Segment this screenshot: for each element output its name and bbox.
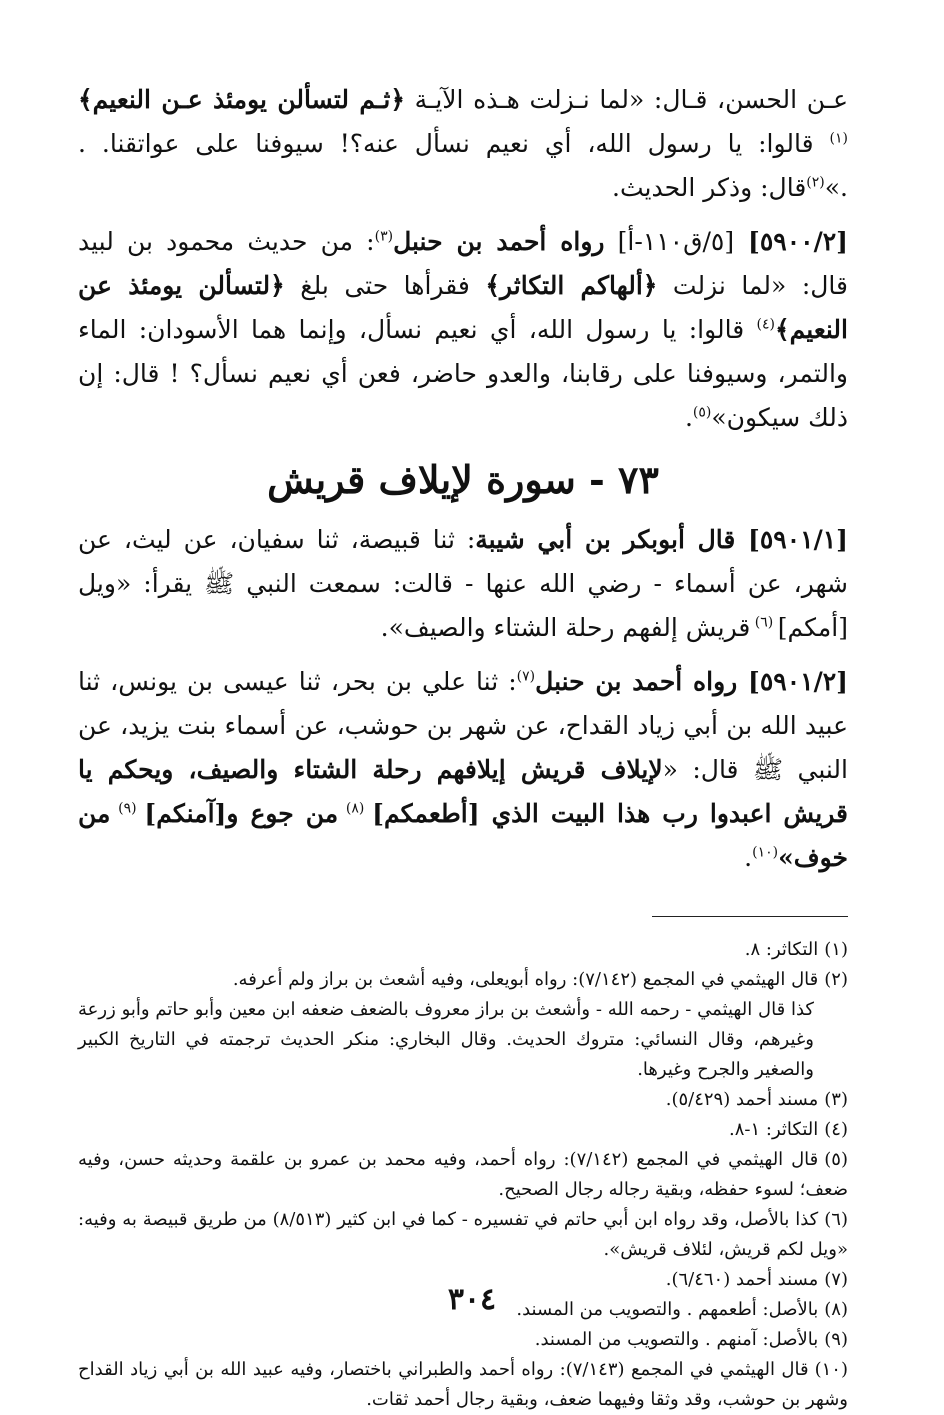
text-segment: . <box>684 403 693 432</box>
text-segment: قالوا: يا رسول الله، أي نعيم نسأل عنه؟! سيوفنا على عواتقنا. . .» <box>78 129 848 202</box>
footnote-divider <box>652 916 848 917</box>
footnote-text: مسند أحمد (٦/٤٦٠). <box>665 1269 819 1290</box>
text-segment: فقرأها حتى بلغ <box>284 271 486 300</box>
text-segment: قال: وذكر الحديث. <box>612 173 807 202</box>
text-segment: من جوع و[آمنكم] <box>144 799 339 828</box>
text-segment: من خوف» <box>78 799 848 872</box>
footnote-ref: (١٠) <box>752 844 779 861</box>
footnote-text: بالأصل: أطعمهم . والتصويب من المسند. <box>516 1299 819 1320</box>
footnote-ref: (١) <box>829 130 848 147</box>
footnote-ref: (٣) <box>374 228 394 245</box>
footnote-ref: (٧) <box>516 668 536 685</box>
footnote-ref: (٥) <box>692 404 712 421</box>
footnote-text: قال الهيثمي في المجمع (٧/١٤٢): رواه أحمد، وفيه محمد بن عمرو بن علقمة وحديثه حسن، وفيه ضعف؛ لسوء حفظه، وبقية رجاله رجال الصحيح. <box>78 1149 848 1200</box>
text-segment: : ثنا قبيصة، ثنا سفيان، عن ليث، عن شهر، عن أسماء - رضي الله عنها - قالت: سمعت النبي ﷺ يقرأ: «ويل [أمكم] <box>78 525 848 642</box>
footnote-number: (٥) <box>824 1149 848 1170</box>
footnote-item <box>78 1085 848 1115</box>
text-segment: [٥٩٠١/٢] رواه أحمد بن حنبل <box>535 667 848 696</box>
footnote-number: (٦) <box>824 1209 848 1230</box>
paragraph-hadith-5899-end <box>78 78 848 210</box>
footnote-ref: (٢) <box>806 174 825 191</box>
footnote-item <box>78 935 848 965</box>
footnote-text: مسند أحمد (٥/٤٢٩). <box>665 1089 819 1110</box>
footnote-item <box>78 1325 848 1355</box>
text-segment: عـن الحسن، قـال: «لما نـزلت هـذه الآيـة <box>405 85 849 114</box>
text-segment: [٥/ق١١٠-أ] <box>604 227 735 256</box>
footnote-text: قال الهيثمي في المجمع (٧/١٤٣): رواه أحمد والطبراني باختصار، وفيه عبيد الله بن أبي زياد القداح وشهر بن حوشب، وقد وثقا وفيهما ضعف، وبقية رجال أحمد ثقات. <box>78 1359 848 1410</box>
footnote-item <box>78 1145 848 1205</box>
paragraph-hadith-5901-1 <box>78 518 848 650</box>
text-segment: قالوا: يا رسول الله، أي نعيم نسأل، وإنما هما الأسودان: الماء والتمر، وسيوفنا على رقابنا، والعدو حاضر، فعن أي نعيم نسأل؟ ! قال: إن ذلك سيكون» <box>78 315 848 432</box>
footnote-ref: (٨) <box>338 800 373 817</box>
footnote-number: (١٠) <box>814 1359 848 1380</box>
paragraph-hadith-5900 <box>78 220 848 440</box>
footnote-continuation: كذا قال الهيثمي - رحمه الله - وأشعث بن براز معروف بالضعف ضعفه ابن معين وأبو حاتم وأبو زرعة وغيرهم، وقال النسائي: متروك الحديث. وقال البخاري: منكر الحديث ترجمته في التاريخ الكبير والصغير والجرح وغيرها. <box>78 999 814 1080</box>
footnote-number: (٩) <box>824 1329 848 1350</box>
footnote-item <box>78 1355 848 1415</box>
footnote-text: التكاثر: ١-٨. <box>729 1119 819 1140</box>
footnote-number: (٨) <box>824 1299 848 1320</box>
footnote-text: التكاثر: ٨. <box>744 939 819 960</box>
main-text <box>78 78 848 880</box>
footnote-number: (١) <box>824 939 848 960</box>
footnote-number: (٢) <box>824 969 848 990</box>
paragraph-hadith-5901-2 <box>78 660 848 880</box>
text-segment: : من حديث محمود بن لبيد قال: «لما نزلت <box>78 227 848 300</box>
text-segment: قريش إلفهم رحلة الشتاء والصيف». <box>380 613 751 642</box>
text-segment: ﴿لتسألن يومئذ عن النعيم﴾ <box>78 271 848 344</box>
footnote-item <box>78 965 848 1085</box>
footnote-ref: (٦) <box>750 614 778 631</box>
footnote-number: (٤) <box>824 1119 848 1140</box>
text-segment: [٥٩٠٠/٢] <box>734 227 848 256</box>
text-segment: لإيلاف قريش إيلافهم رحلة الشتاء والصيف، ويحكم يا قريش اعبدوا رب هذا البيت الذي [أطعمكم] <box>78 755 849 828</box>
text-segment: : ثنا علي بن بحر، ثنا عيسى بن يونس، ثنا عبيد الله بن أبي زياد القداح، عن شهر بن حوشب، عن أسماء بنت يزيد، عن النبي ﷺ قال: « <box>78 667 848 784</box>
text-segment: . <box>744 843 753 872</box>
footnote-text: بالأصل: آمنهم . والتصويب من المسند. <box>534 1329 819 1350</box>
footnote-item <box>78 1115 848 1145</box>
footnotes <box>78 935 848 1415</box>
footnote-number: (٧) <box>824 1269 848 1290</box>
footnote-item <box>78 1205 848 1265</box>
text-segment: رواه أحمد بن حنبل <box>393 227 605 256</box>
footnote-number: (٣) <box>824 1089 848 1110</box>
footnote-text: قال الهيثمي في المجمع (٧/١٤٢): رواه أبويعلى، وفيه أشعث بن براز ولم أعرفه. <box>232 969 819 990</box>
footnote-ref: (٤) <box>756 316 775 333</box>
footnote-ref: (٩) <box>110 800 145 817</box>
text-segment: [٥٩٠١/١] قال أبوبكر بن أبي شيبة <box>475 525 848 554</box>
page-number: ٣٠٤ <box>447 1282 497 1317</box>
text-segment: ﴿ثـم لتسألن يومئذ عـن النعيم﴾ <box>78 85 405 114</box>
text-segment: ﴿ألهاكم التكاثر﴾ <box>485 271 658 300</box>
surah-heading: ٧٣ - سورة لإيلاف قريش <box>267 457 659 502</box>
footnote-text: كذا بالأصل، وقد رواه ابن أبي حاتم في تفسيره - كما في ابن كثير (٨/٥١٣) من طريق قبيصة به وفيه: «ويل لكم قريش، لئلاف قريش». <box>78 1209 848 1260</box>
